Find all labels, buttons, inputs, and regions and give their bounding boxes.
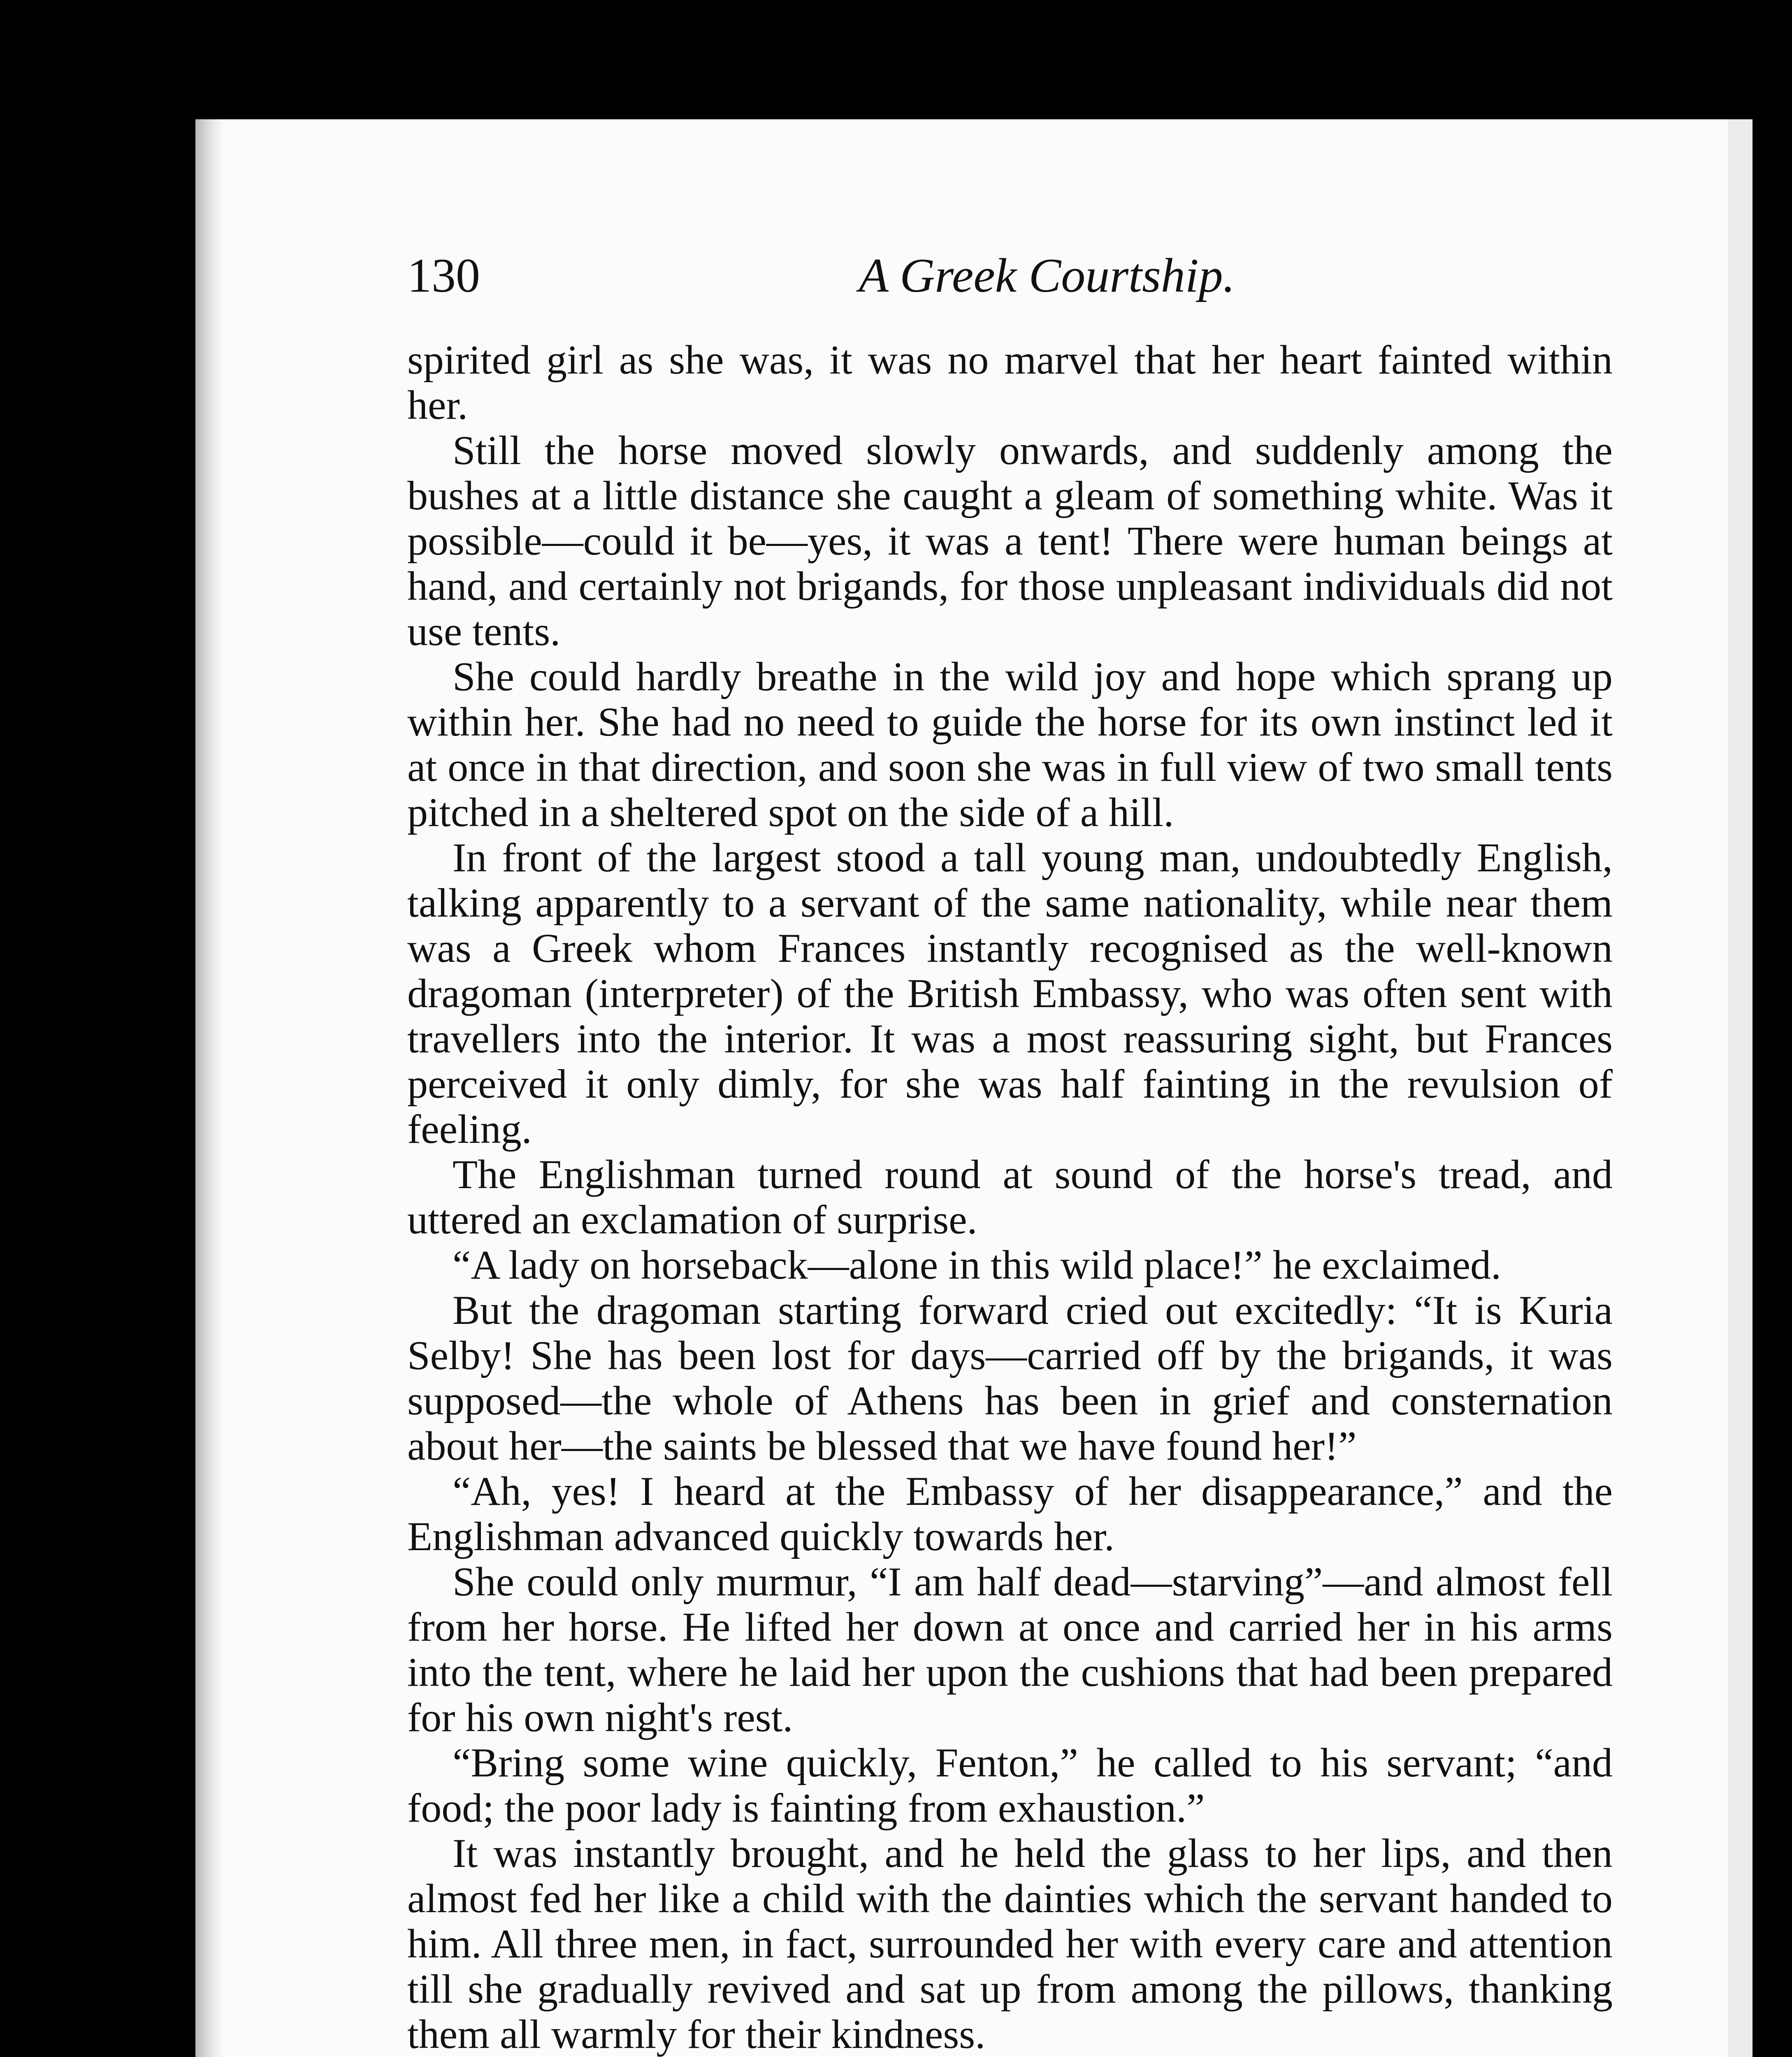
paragraph-7: But the dragoman starting forward cried out excitedly: “It is Kuria Selby! She has been lost for days—carried off by the brigands, it was supposed—the whole of Athens has been in grief and consternation about her—the saints be blessed that we have found her!”: [407, 1287, 1613, 1469]
page-number: 130: [407, 248, 480, 302]
paragraph-8: “Ah, yes! I heard at the Embassy of her disappearance,” and the Englishman advanced quickly towards her.: [407, 1468, 1613, 1559]
paragraph-5: The Englishman turned round at sound of the horse's tread, and uttered an exclamation of surprise.: [407, 1152, 1613, 1242]
paragraph-4: In front of the largest stood a tall young man, undoubtedly English, talking apparently to a servant of the same nationality, while near them was a Greek whom Frances instantly recognised as the well-known dragoman (interpreter) of the British Embassy, who was often sent with travellers into the interior. It was a most reassuring sight, but Frances perceived it only dimly, for she was half fainting in the revulsion of feeling.: [407, 835, 1613, 1152]
paragraph-11: It was instantly brought, and he held the glass to her lips, and then almost fed her like a child with the dainties which the servant handed to him. All three men, in fact, surrounded her with every care and attention till she gradually revived and sat up from among the pillows, thanking them all warmly for their kindness.: [407, 1830, 1613, 2057]
paragraph-10: “Bring some wine quickly, Fenton,” he called to his servant; “and food; the poor lady is fainting from exhaustion.”: [407, 1740, 1613, 1831]
paragraph-2: Still the horse moved slowly onwards, and suddenly among the bushes at a little distance she caught a gleam of something white. Was it possible—could it be—yes, it was a tent! There were human beings at hand, and certainly not brigands, for those unpleasant individuals did not use tents.: [407, 427, 1613, 654]
running-title: A Greek Courtship.: [859, 248, 1235, 302]
paragraph-6: “A lady on horseback—alone in this wild place!” he exclaimed.: [453, 1242, 1502, 1288]
body-text: [407, 337, 1613, 2057]
paragraph-1: spirited girl as she was, it was no marvel that her heart fainted within her.: [407, 337, 1613, 428]
running-head: [407, 243, 1613, 309]
page-gutter-shadow: [195, 119, 224, 2057]
paragraph-3: She could hardly breathe in the wild joy and hope which sprang up within her. She had no need to guide the horse for its own instinct led it at once in that direction, and soon she was in full view of two small tents pitched in a sheltered spot on the side of a hill.: [407, 654, 1613, 835]
paragraph-9: She could only murmur, “I am half dead—starving”—and almost fell from her horse. He lifted her down at once and carried her in his arms into the tent, where he laid her upon the cushions that had been prepared for his own night's rest.: [407, 1559, 1613, 1740]
next-page-edge: [1728, 119, 1753, 2057]
